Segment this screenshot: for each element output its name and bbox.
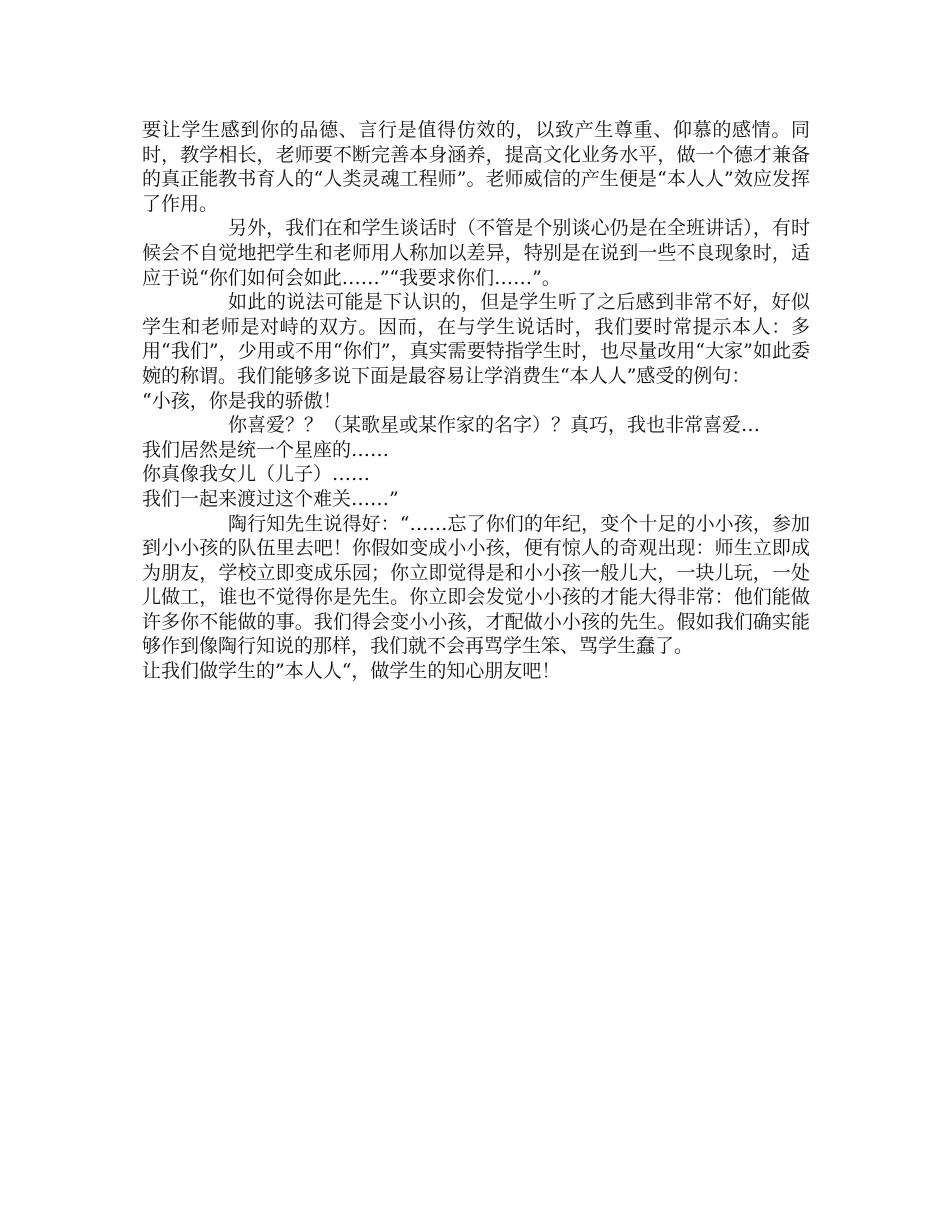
- example-sentence-5: 我们一起来渡过这个难关……”: [142, 487, 399, 510]
- paragraph-3: 如此的说法可能是下认识的，但是学生听了之后感到非常不好，好似学生和老师是对峙的双方。因而，在与学生说话时，我们要时常提示本人：多用“我们”，少用或不用“你们”，真实需要特指学生时，也尽量改用“大家”如此委婉的称谓。我们能够多说下面是最容易让学消费生“本人人”感受的例句：: [142, 291, 810, 387]
- example-sentence-2: 你喜爱？？（某歌星或某作家的名字）？真巧，我也非常喜爱…: [228, 414, 761, 437]
- paragraph-2: 另外，我们在和学生谈话时（不管是个别谈心仍是在全班讲话），有时候会不自觉地把学生和老师用人称加以差异，特别是在说到一些不良现象时，适应于说“你们如何会如此……”“我要求你们……”。: [142, 217, 810, 289]
- example-sentence-3: 我们居然是统一个星座的……: [142, 438, 390, 461]
- closing-paragraph: 让我们做学生的”本人人“，做学生的知心朋友吧！: [142, 660, 561, 683]
- paragraph-1: 要让学生感到你的品德、言行是值得仿效的，以致产生尊重、仰慕的感情。同时，教学相长，老师要不断完善本身涵养，提高文化业务水平，做一个德才兼备的真正能教书育人的“人类灵魂工程师”。老师威信的产生便是“本人人”效应发挥了作用。: [142, 119, 810, 215]
- example-sentence-4: 你真像我女儿（儿子）……: [142, 463, 371, 486]
- example-sentence-1: “小孩，你是我的骄傲！: [142, 389, 342, 412]
- paragraph-tao-xingzhi-quote: 陶行知先生说得好：“……忘了你们的年纪，变个十足的小小孩，参加到小小孩的队伍里去吧！你假如变成小小孩，便有惊人的奇观出现：师生立即成为朋友，学校立即变成乐园；你立即觉得是和小小孩一般儿大，一块儿玩，一处儿做工，谁也不觉得你是先生。你立即会发觉小小孩的才能大得非常：他们能做许多你不能做的事。我们得会变小小孩，才配做小小孩的先生。假如我们确实能够作到像陶行知说的那样，我们就不会再骂学生笨、骂学生蠢了。: [142, 512, 810, 658]
- document-body: [142, 118, 810, 684]
